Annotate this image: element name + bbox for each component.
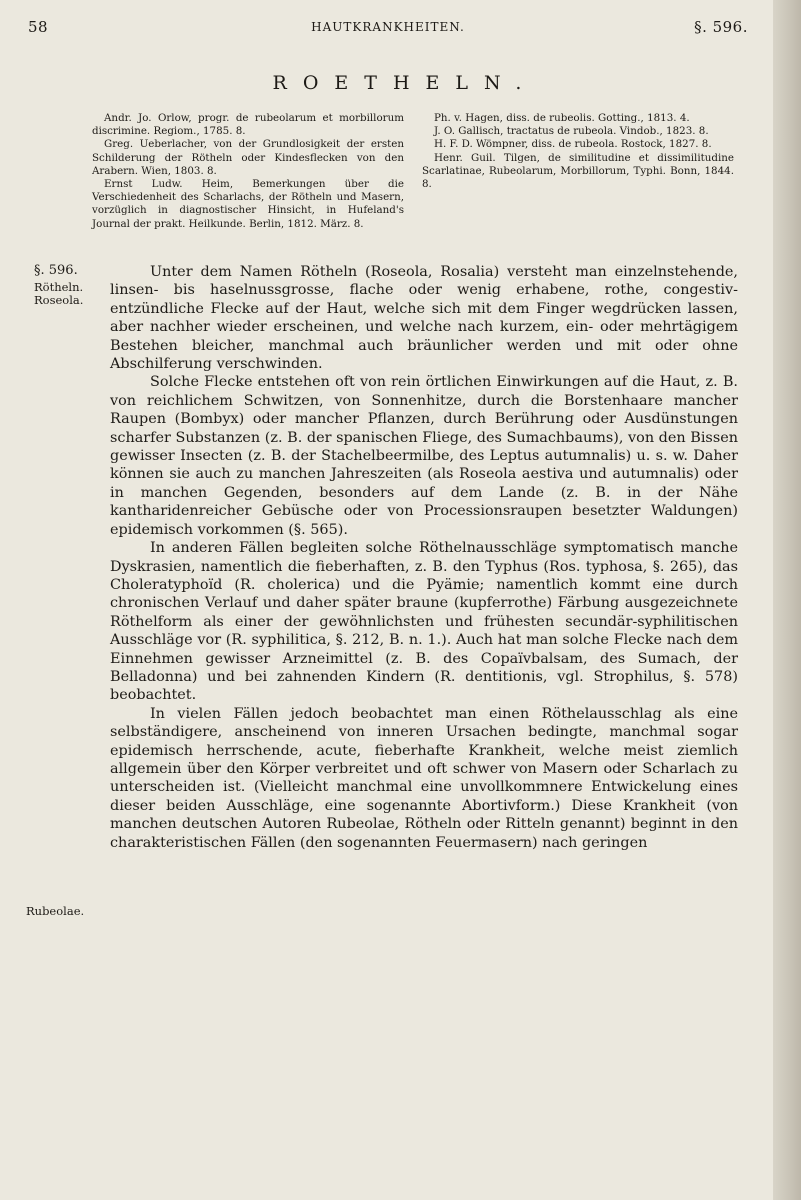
main-text bbox=[110, 263, 738, 852]
margin-note-roseola: Roseola. bbox=[34, 293, 84, 307]
reference-item: Greg. Ueberlacher, von der Grundlosigkeit der ersten Schilderung der Rötheln oder Kindesflecken von den Arabern. Wien, 1803. 8. bbox=[92, 138, 404, 177]
reference-item: Ernst Ludw. Heim, Bemerkungen über die Verschiedenheit des Scharlachs, der Rötheln und Masern, vorzüglich in diagnostischer Hinsicht, in Hufeland's Journal der prakt. Heilkunde. Berlin, 1812. März. 8. bbox=[92, 178, 404, 230]
header-section: §. 596. bbox=[694, 18, 748, 36]
paragraph: Solche Flecke entstehen oft von rein örtlichen Einwirkungen auf die Haut, z. B. von reichlichem Schwitzen, von Sonnenhitze, durch die Borstenhaare mancher Raupen (Bombyx) oder mancher Pflanzen, durch Berührung oder Ausdünstungen scharfer Substanzen (z. B. der spanischen Fliege, des Sumachbaums), von den Bissen gewisser Insecten (z. B. der Stachelbeermilbe, des Leptus autumnalis) u. s. w. Daher können sie auch zu manchen Jahreszeiten (als Roseola aestiva und autumnalis) oder in manchen Gegenden, besonders auf dem Lande (z. B. in der Nähe kantharidenreicher Gebüsche oder von Processionsraupen besetzter Waldungen) epidemisch vorkommen (§. 565). bbox=[110, 374, 738, 538]
paragraph: Unter dem Namen Rötheln (Roseola, Rosalia) versteht man einzelnstehende, linsen- bis haselnussgrosse, flache oder wenig erhabene, rothe, congestiv-entzündliche Flecke auf der Haut, welche sich mit dem Finger wegdrücken lassen, aber nachher wieder erscheinen, und welche nach kurzem, ein- oder mehrtägigem Bestehen bleicher, manchmal auch bräunlicher werden und mit oder ohne Abschilferung verschwinden. bbox=[110, 264, 738, 373]
bibliography-right-column bbox=[422, 112, 734, 191]
bibliography-left-column bbox=[92, 112, 404, 231]
page-number: 58 bbox=[28, 18, 49, 36]
chapter-title: ROETHELN. bbox=[272, 72, 538, 94]
margin-note-roetheln: Rötheln. bbox=[34, 280, 84, 294]
margin-section-number: §. 596. bbox=[34, 263, 78, 278]
paragraph: In vielen Fällen jedoch beobachtet man einen Röthelausschlag als eine selbständigere, anscheinend von inneren Ursachen bedingte, manchmal sogar epidemisch herrschende, acute, fieberhafte Krankheit, welche meist ziemlich allgemein über den Körper verbreitet und oft schwer von Masern oder Scharlach zu unterscheiden ist. (Vielleicht manchmal eine unvollkommnere Entwickelung eines dieser beiden Ausschläge, eine sogenannte Abortivform.) Diese Krankheit (von manchen deutschen Autoren Rubeolae, Rötheln oder Ritteln genannt) beginnt in den charakteristischen Fällen (den sogenannten Feuermasern) nach geringen bbox=[110, 705, 738, 851]
reference-item: J. O. Gallisch, tractatus de rubeola. Vindob., 1823. 8. bbox=[434, 125, 709, 138]
page-edge bbox=[773, 0, 801, 1200]
reference-item: H. F. D. Wömpner, diss. de rubeola. Rostock, 1827. 8. bbox=[434, 138, 712, 151]
reference-item: Henr. Guil. Tilgen, de similitudine et dissimilitudine Scarlatinae, Rubeolarum, Morbillorum, Typhi. Bonn, 1844. 8. bbox=[422, 151, 734, 191]
running-header bbox=[28, 18, 748, 42]
margin-note-rubeolae: Rubeolae. bbox=[26, 904, 85, 918]
paragraph: In anderen Fällen begleiten solche Röthelnausschläge symptomatisch manche Dyskrasien, namentlich die fieberhaften, z. B. den Typhus (Ros. typhosa, §. 265), das Choleratyphoïd (R. cholerica) und die Pyämie; namentlich kommt eine durch chronischen Verlauf und daher später braune (kupferrothe) Färbung ausgezeichnete Röthelform als einer der gewöhnlichsten und frühesten secundär-syphilitischen Ausschläge vor (R. syphilitica, §. 212, B. n. 1.). Auch hat man solche Flecke nach dem Einnehmen gewisser Arzneimittel (z. B. des Copaïvbalsam, des Sumach, der Belladonna) und bei zahnenden Kindern (R. dentitionis, vgl. Strophilus, §. 578) beobachtet. bbox=[110, 540, 738, 704]
reference-item: Ph. v. Hagen, diss. de rubeolis. Gotting., 1813. 4. bbox=[434, 112, 690, 124]
reference-item: Andr. Jo. Orlow, progr. de rubeolarum et morbillorum discrimine. Regiom., 1785. 8. bbox=[92, 112, 404, 138]
running-title: HAUTKRANKHEITEN. bbox=[311, 20, 465, 34]
